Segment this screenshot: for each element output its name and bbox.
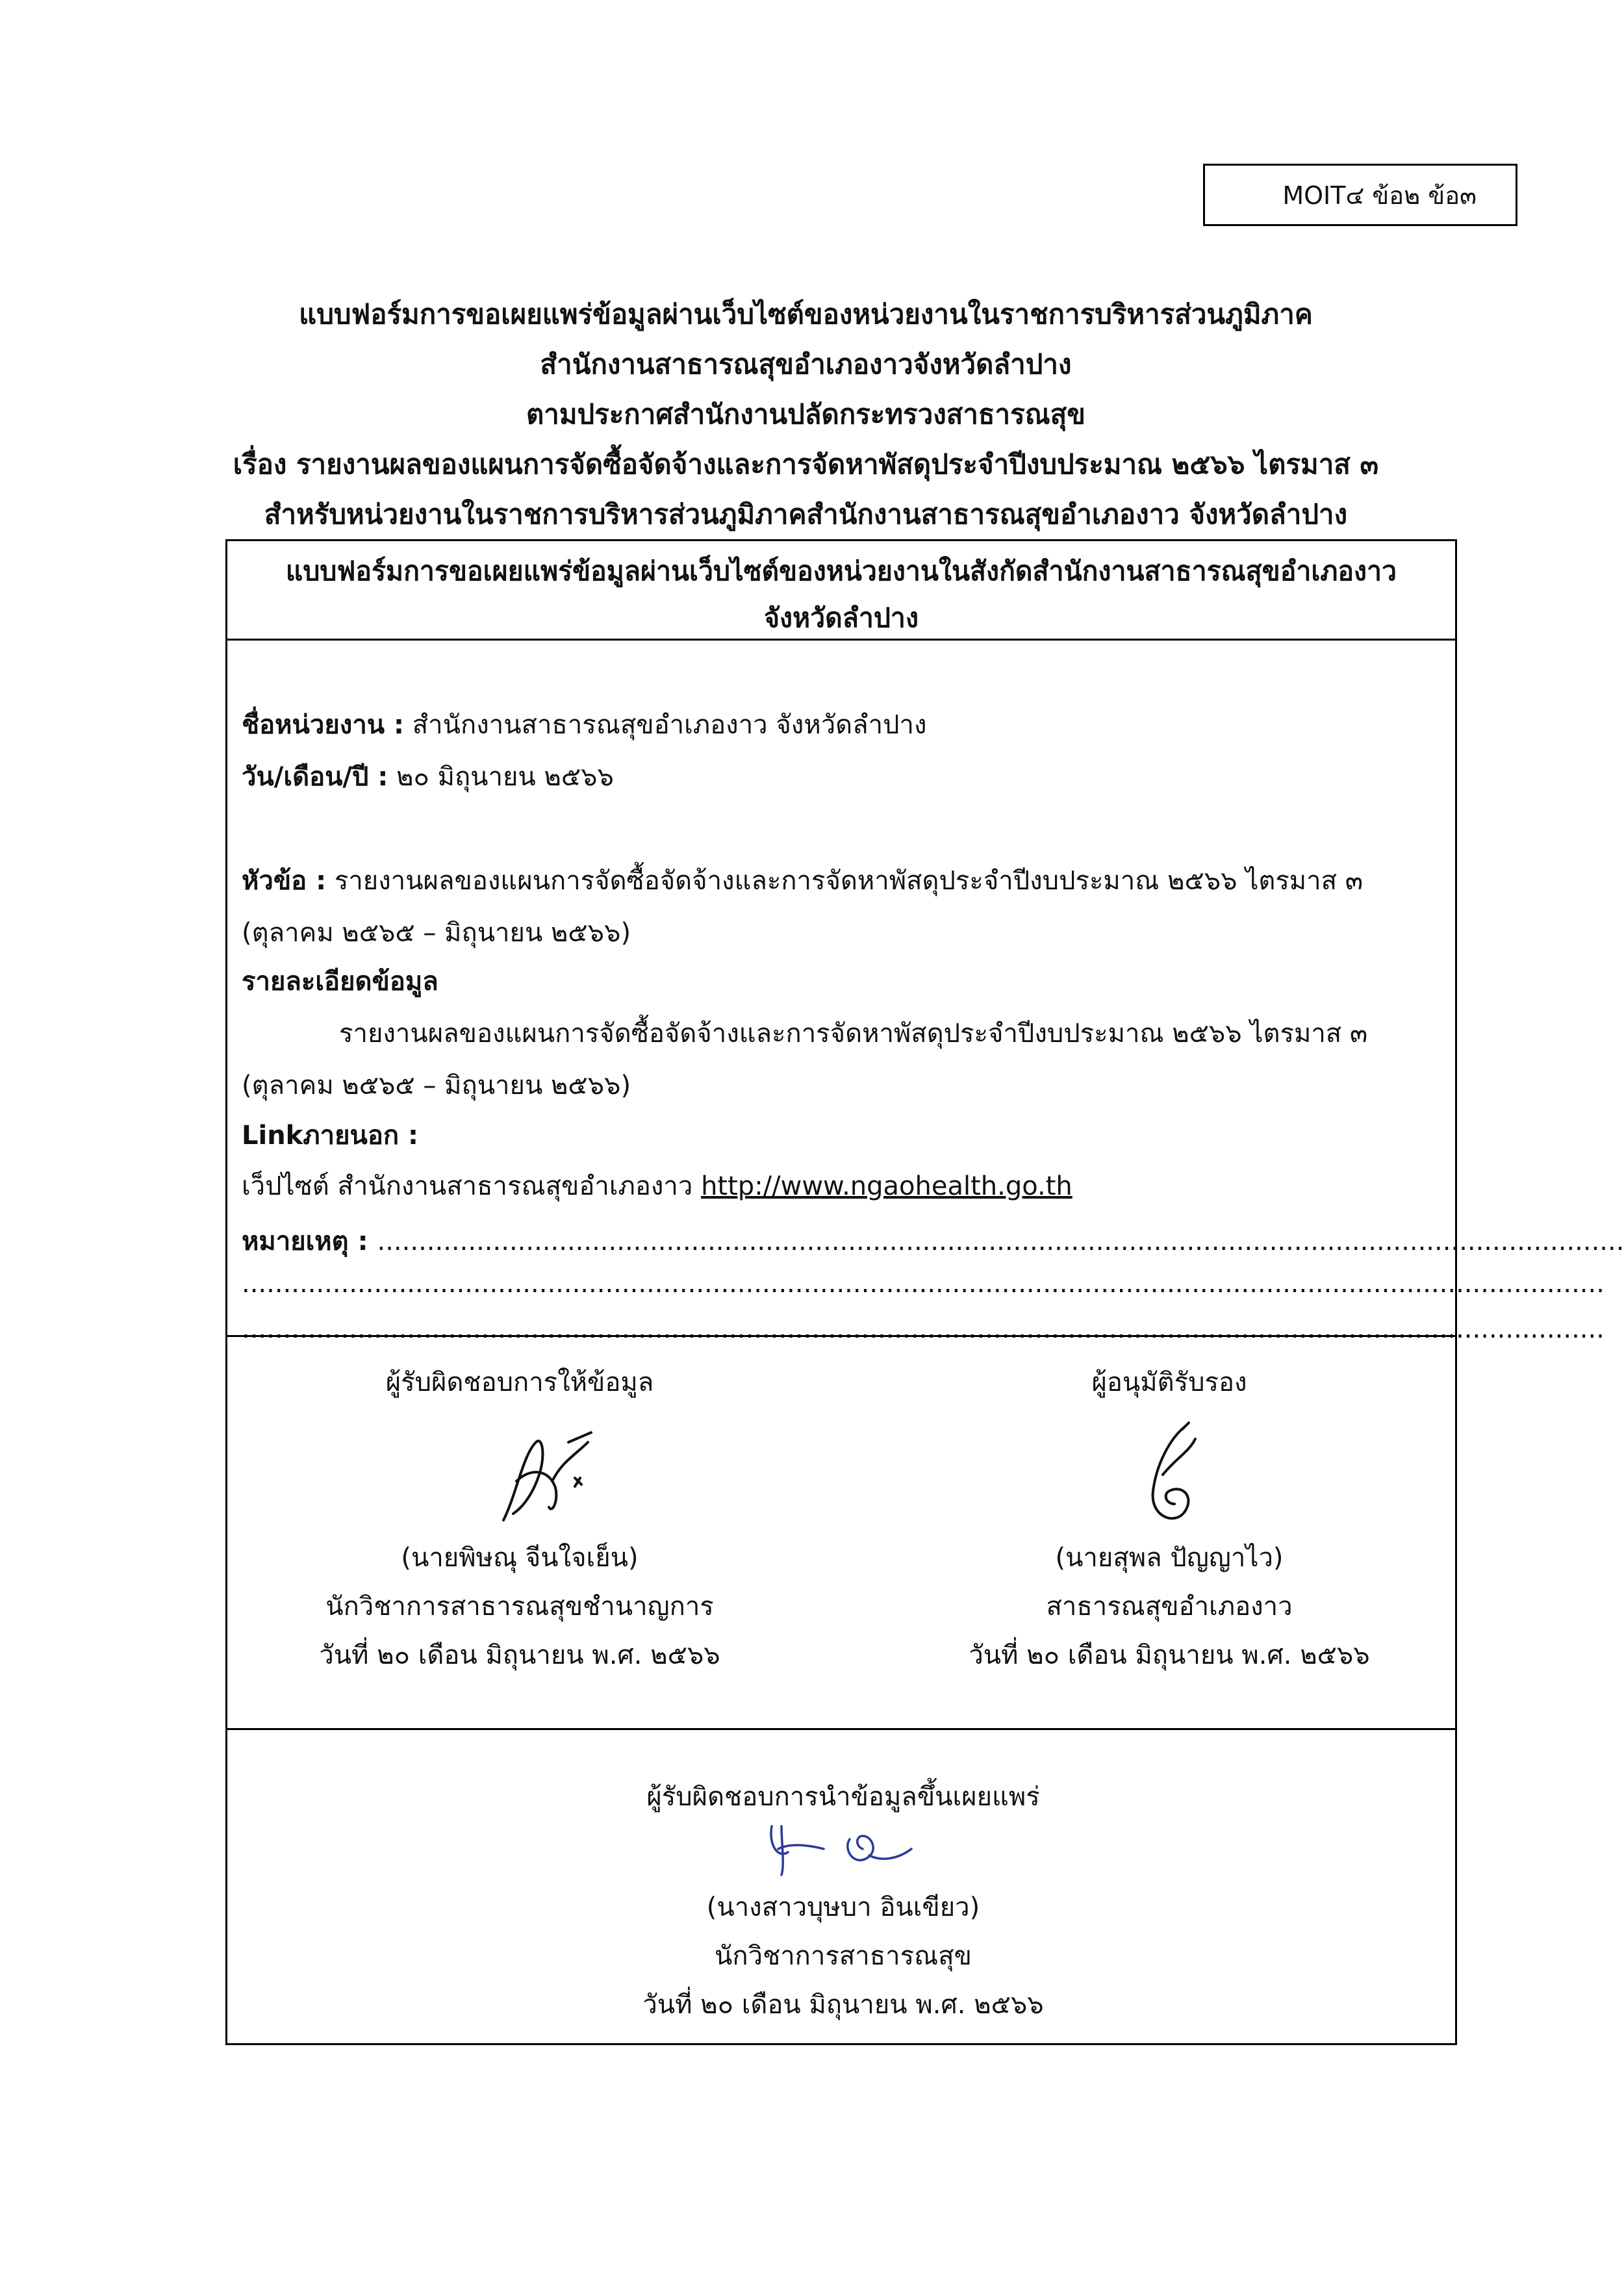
header-line-3: ตามประกาศสำนักงานปลัดกระทรวงสาธารณสุข — [526, 398, 1086, 430]
link-label: Linkภายนอก : — [242, 1121, 419, 1151]
signer-date-bottom: วันที่ ๒๐ เดือน มิถุนายน พ.ศ. ๒๕๖๖ — [642, 1990, 1044, 2020]
signer-role-right: ผู้อนุมัติรับรอง — [1091, 1368, 1247, 1397]
signer-name-right: (นายสุพล ปัญญาไว) — [1055, 1543, 1284, 1573]
date-line — [242, 756, 1441, 797]
note-dots-1: ....................................................................................................................................................... — [377, 1227, 1624, 1256]
date-value: ๒๐ มิถุนายน ๒๕๖๖ — [388, 762, 614, 792]
row-divider — [227, 639, 1455, 641]
signature-right-image — [1117, 1413, 1221, 1530]
signer-role-bottom: ผู้รับผิดชอบการนำข้อมูลขึ้นเผยแพร่ — [646, 1782, 1040, 1812]
website-link[interactable]: http://www.ngaohealth.go.th — [701, 1171, 1072, 1201]
signer-position-right: สาธารณสุขอำเภองาว — [1046, 1592, 1293, 1622]
header-line-2: สำนักงานสาธารณสุขอำเภองาวจังหวัดลำปาง — [540, 348, 1072, 380]
document-header — [130, 289, 1482, 539]
form-table — [225, 539, 1624, 2045]
detail-label: รายละเอียดข้อมูล — [242, 967, 438, 997]
link-prefix: เว็ปไซต์ สำนักงานสาธารณสุขอำเภองาว — [242, 1171, 702, 1201]
note-line-2: ..................................................................................................................................................................... — [242, 1269, 1605, 1299]
signer-date-right: วันที่ ๒๐ เดือน มิถุนายน พ.ศ. ๒๕๖๖ — [969, 1640, 1370, 1670]
signer-name-left: (นายพิษณุ จีนใจเย็น) — [401, 1543, 639, 1573]
header-line-1: แบบฟอร์มการขอเผยแพร่ข้อมูลผ่านเว็บไซต์ของหน่วยงานในราชการบริหารส่วนภูมิภาค — [299, 298, 1313, 330]
signer-name-bottom: (นางสาวบุษบา อินเขียว) — [706, 1892, 980, 1922]
detail-value: รายงานผลของแผนการจัดซื้อจัดจ้างและการจัดหาพัสดุประจำปีงบประมาณ ๒๕๖๖ ไตรมาส ๓ — [339, 1019, 1368, 1049]
signer-position-bottom: นักวิชาการสาธารณสุข — [715, 1941, 972, 1971]
form-title-line-1: แบบฟอร์มการขอเผยแพร่ข้อมูลผ่านเว็บไซต์ของหน่วยงานในสังกัดสำนักงานสาธารณสุขอำเภองาว — [285, 555, 1397, 587]
date-label: วัน/เดือน/ปี : — [242, 762, 388, 792]
form-title — [227, 541, 1455, 645]
note-label: หมายเหตุ : — [242, 1227, 377, 1256]
topic-value: รายงานผลของแผนการจัดซื้อจัดจ้างและการจัดหาพัสดุประจำปีงบประมาณ ๒๕๖๖ ไตรมาส ๓ — [326, 866, 1364, 896]
unit-value: สำนักงานสาธารณสุขอำเภองาว จังหวัดลำปาง — [404, 710, 927, 740]
note-line-1 — [242, 1220, 1624, 1262]
form-title-line-2: จังหวัดลำปาง — [764, 602, 919, 633]
signer-position-left: นักวิชาการสาธารณสุขชำนาญการ — [325, 1592, 714, 1622]
topic-label: หัวข้อ : — [242, 866, 327, 896]
signature-left-image — [477, 1416, 607, 1527]
signer-date-left: วันที่ ๒๐ เดือน มิถุนายน พ.ศ. ๒๕๖๖ — [319, 1640, 720, 1670]
topic-line — [242, 859, 1441, 901]
signer-role-left: ผู้รับผิดชอบการให้ข้อมูล — [385, 1368, 654, 1397]
header-line-4: เรื่อง รายงานผลของแผนการจัดซื้อจัดจ้างและการจัดหาพัสดุประจำปีงบประมาณ ๒๕๖๖ ไตรมาส ๓ — [233, 448, 1379, 480]
row-divider — [227, 1335, 1455, 1337]
header-line-5: สำหรับหน่วยงานในราชการบริหารส่วนภูมิภาคสำนักงานสาธารณสุขอำเภองาว จังหวัดลำปาง — [264, 498, 1348, 530]
link-line — [242, 1165, 1441, 1206]
note-line-3: ..................................................................................................................................................................... — [242, 1314, 1605, 1344]
document-code-box: MOIT๔ ข้อ๒ ข้อ๓ — [1203, 164, 1517, 226]
signature-bottom-image — [752, 1813, 934, 1878]
row-divider — [227, 1728, 1455, 1730]
detail-period: (ตุลาคม ๒๕๖๕ – มิถุนายน ๒๕๖๖) — [242, 1071, 631, 1101]
unit-label: ชื่อหน่วยงาน : — [242, 710, 405, 740]
topic-period: (ตุลาคม ๒๕๖๕ – มิถุนายน ๒๕๖๖) — [242, 918, 631, 948]
unit-line — [242, 704, 1441, 745]
